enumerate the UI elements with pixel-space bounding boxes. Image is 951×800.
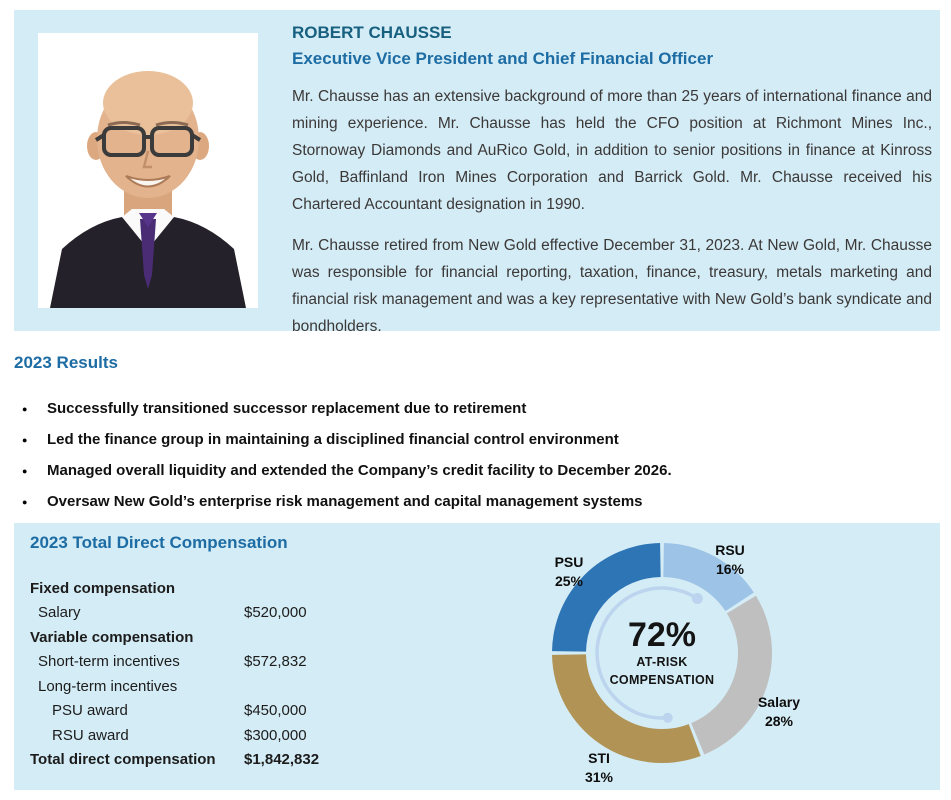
slice-label-salary [734,693,824,731]
portrait-illustration [38,33,258,308]
row-value: $1,842,832 [244,751,320,769]
salary-percent: 28% [764,713,794,729]
at-risk-line2: COMPENSATION [609,673,715,687]
bullet-dot-icon: ● [22,496,28,507]
table-row [30,674,460,699]
row-label: Salary [38,604,81,622]
bullet-text: Led the finance group in maintaining a disciplined financial control environment [47,431,619,448]
rsu-label: RSU [715,542,745,558]
bullet-text: Oversaw New Gold’s enterprise risk management and capital management systems [47,493,643,510]
results-heading: 2023 Results [14,353,118,372]
slice-label-psu [529,553,609,591]
table-row [30,601,460,626]
row-value: $300,000 [244,726,307,744]
portrait-photo [38,33,258,308]
bullet-dot-icon: ● [22,465,28,476]
row-value: $450,000 [244,702,307,720]
profile-name: ROBERT CHAUSSE [292,23,452,42]
sti-label: STI [588,750,610,766]
slice-label-rsu [695,541,765,579]
decor-arrow-dot [692,593,703,604]
profile-job-title: Executive Vice President and Chief Financial Officer [292,49,714,68]
bullet-item [14,455,940,486]
results-section [14,352,940,517]
compensation-section [14,523,940,790]
profile-section [14,10,940,335]
slice-label-sti [564,749,634,787]
compensation-heading: 2023 Total Direct Compensation [30,533,288,552]
row-label: Total direct compensation [30,751,216,769]
compensation-table [30,576,460,772]
bullet-text: Successfully transitioned successor replacement due to retirement [47,400,527,417]
row-value: $520,000 [244,604,307,622]
bullet-item [14,393,940,424]
table-row [30,699,460,724]
bullet-dot-icon: ● [22,403,28,414]
row-label: PSU award [52,702,128,720]
bio-paragraph-1: Mr. Chausse has an extensive background of more than 25 years of international finance and mining experience. Mr. Chausse has held the CFO position at Richmont Mines Inc., Stornoway Diamonds and AuRico Gold, in addition to senior positions in finance at Kinross Gold, Baffinland Iron Mines Corporation and Barrick Gold. Mr. Chausse received his Chartered Accountant designation in 1990. [292,88,932,213]
bullet-item [14,486,940,517]
salary-label: Salary [757,694,801,710]
profile-text [292,22,932,340]
results-bullet-list [14,393,940,517]
psu-percent: 25% [554,573,584,589]
decor-arrow-dot [663,713,673,723]
decor-arrow-arc [597,588,697,718]
psu-label: PSU [554,554,584,570]
bullet-text: Managed overall liquidity and extended the Company’s credit facility to December 2026. [47,462,672,479]
table-row [30,576,460,601]
row-label: Short-term incentives [38,653,180,671]
row-label: Fixed compensation [30,579,176,597]
bullet-item [14,424,940,455]
table-row [30,625,460,650]
row-label: RSU award [52,726,129,744]
row-label: Long-term incentives [38,677,178,695]
at-risk-percent: 72% [627,616,697,654]
table-row [30,723,460,748]
row-value: $572,832 [244,653,307,671]
sti-percent: 31% [584,769,614,785]
bio-paragraph-2: Mr. Chausse retired from New Gold effective December 31, 2023. At New Gold, Mr. Chausse was responsible for financial reporting, taxation, finance, treasury, metals marketing and financial risk management and was a key representative with New Gold’s bank syndicate and bondholders. [292,237,932,335]
rsu-percent: 16% [715,561,745,577]
bullet-dot-icon: ● [22,434,28,445]
at-risk-line1: AT-RISK [636,655,688,669]
row-label: Variable compensation [30,628,194,646]
table-row [30,650,460,675]
table-row [30,748,460,773]
